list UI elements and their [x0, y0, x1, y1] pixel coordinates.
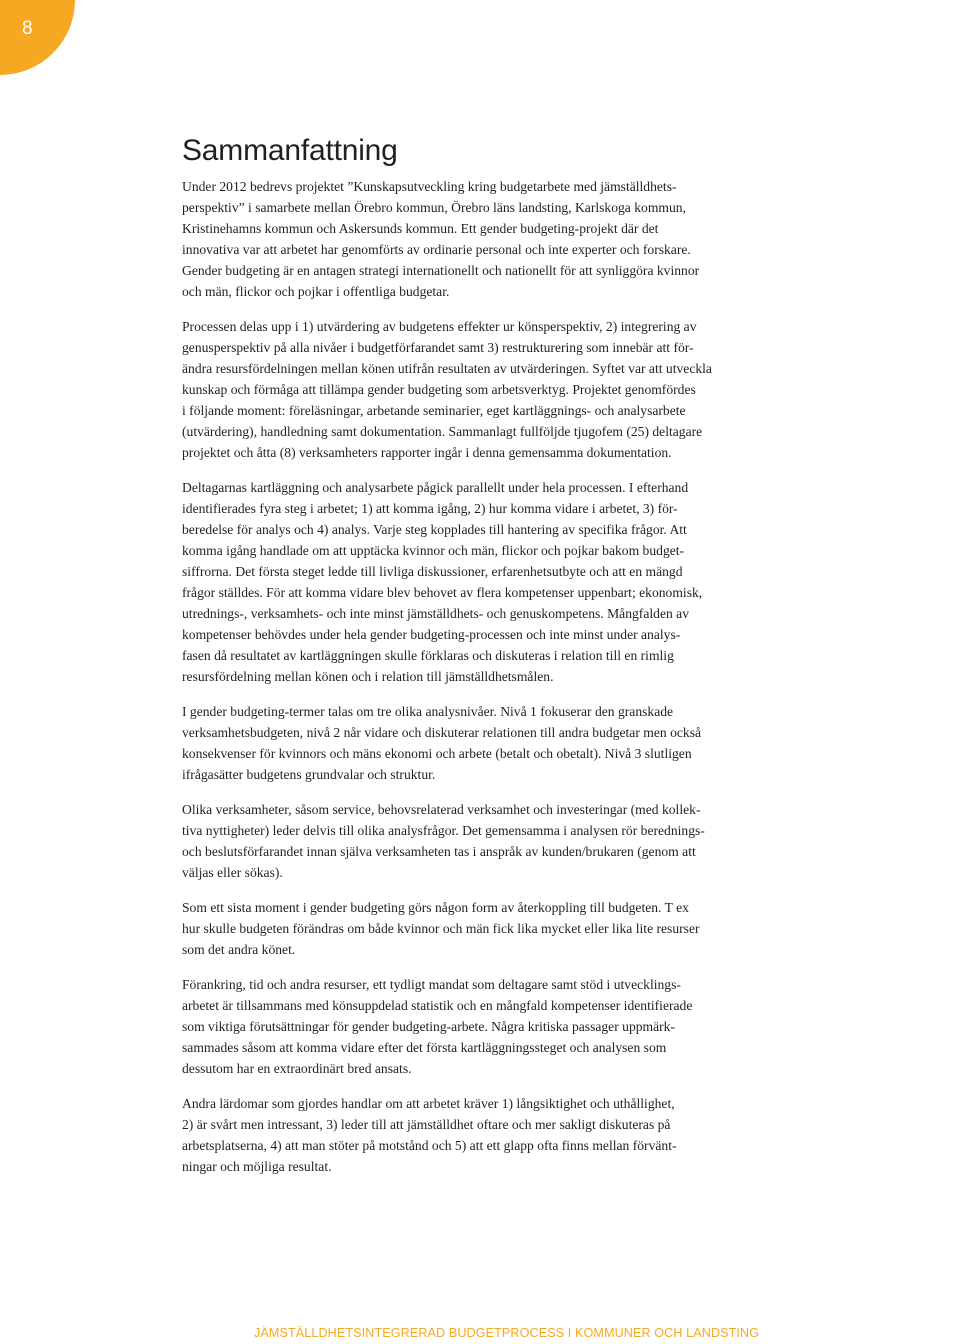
- body-paragraph: [182, 1093, 780, 1177]
- paragraph-line: väljas eller sökas).: [182, 865, 283, 880]
- paragraph-line: sammades såsom att komma vidare efter det första kartläggningssteget och analysen som: [182, 1040, 667, 1055]
- paragraph-line: Olika verksamheter, såsom service, behovsrelaterad verksamhet och investeringar (med kollek-: [182, 802, 701, 817]
- page-corner-tab: [0, 0, 75, 75]
- paragraph-line: innovativa var att arbetet har genomförts av ordinarie personal och inte experter och forskare.: [182, 242, 691, 257]
- body-text: [182, 176, 780, 1191]
- paragraph-line: ningar och möjliga resultat.: [182, 1159, 332, 1174]
- paragraph-line: Processen delas upp i 1) utvärdering av budgetens effekter ur könsperspektiv, 2) integrering av: [182, 319, 697, 334]
- paragraph-line: identifierades fyra steg i arbetet; 1) att komma igång, 2) hur komma vidare i arbetet, 3) för-: [182, 501, 678, 516]
- page-number: 8: [22, 18, 33, 39]
- paragraph-line: perspektiv” i samarbete mellan Örebro kommun, Örebro läns landsting, Karlskoga kommun,: [182, 200, 686, 215]
- paragraph-line: Under 2012 bedrevs projektet ”Kunskapsutveckling kring budgetarbete med jämställdhets-: [182, 179, 677, 194]
- body-paragraph: [182, 799, 780, 883]
- paragraph-line: arbetet är tillsammans med könsuppdelad statistik och en mångfald kompetenser identifierade: [182, 998, 693, 1013]
- paragraph-line: Kristinehamns kommun och Askersunds kommun. Ett gender budgeting-projekt där det: [182, 221, 659, 236]
- paragraph-line: Deltagarnas kartläggning och analysarbete pågick parallellt under hela processen. I efterhand: [182, 480, 689, 495]
- body-paragraph: [182, 477, 780, 687]
- paragraph-line: projektet och åtta (8) verksamheters rapporter ingår i denna gemensamma dokumentation.: [182, 445, 672, 460]
- paragraph-line: resursfördelning mellan könen och i relation till jämställdhetsmålen.: [182, 669, 554, 684]
- paragraph-line: konsekvenser för kvinnors och mäns ekonomi och arbete (betalt och obetalt). Nivå 3 slutligen: [182, 746, 692, 761]
- paragraph-line: Gender budgeting är en antagen strategi internationellt och nationellt för att synliggöra kvinnor: [182, 263, 700, 278]
- paragraph-line: genusperspektiv på alla nivåer i budgetförfarandet samt 3) restrukturering som innebär att för-: [182, 340, 694, 355]
- paragraph-line: komma igång handlade om att upptäcka kvinnor och män, flickor och pojkar bakom budget-: [182, 543, 685, 558]
- paragraph-line: kunskap och förmåga att tillämpa gender budgeting som arbetsverktyg. Projektet genomfördes: [182, 382, 696, 397]
- paragraph-line: och beslutsförfarandet innan själva verksamheten tas i anspråk av kunden/brukaren (genom att: [182, 844, 696, 859]
- paragraph-line: tiva nyttigheter) leder delvis till olika analysfrågor. Det gemensamma i analysen rör berednings-: [182, 823, 705, 838]
- page-title: Sammanfattning: [182, 134, 398, 167]
- paragraph-line: arbetsplatserna, 4) att man stöter på motstånd och 5) att ett glapp ofta finns mellan förvänt-: [182, 1138, 677, 1153]
- paragraph-line: I gender budgeting-termer talas om tre olika analysnivåer. Nivå 1 fokuserar den granskade: [182, 704, 674, 719]
- paragraph-line: (utvärdering), handledning samt dokumentation. Sammanlagt fullföljde tjugofem (25) deltagare: [182, 424, 703, 439]
- paragraph-line: utrednings-, verksamhets- och inte minst jämställdhets- och genuskompetens. Mångfalden av: [182, 606, 690, 621]
- running-footer: JÄMSTÄLLDHETSINTEGRERAD BUDGETPROCESS I KOMMUNER OCH LANDSTING: [254, 1326, 760, 1340]
- paragraph-line: ändra resursfördelningen mellan könen utifrån resultaten av utvärderingen. Syftet var att utveckla: [182, 361, 712, 376]
- paragraph-line: kompetenser behövdes under hela gender budgeting-processen och inte minst under analys-: [182, 627, 681, 642]
- body-paragraph: [182, 897, 780, 960]
- paragraph-line: fasen då resultatet av kartläggningen skulle förklaras och diskuteras i relation till en rimlig: [182, 648, 674, 663]
- body-paragraph: [182, 974, 780, 1079]
- paragraph-line: siffrorna. Det första steget ledde till livliga diskussioner, erfarenhetsutbyte och att en mängd: [182, 564, 683, 579]
- paragraph-line: Som ett sista moment i gender budgeting görs någon form av återkoppling till budgeten. T ex: [182, 900, 689, 915]
- body-paragraph: [182, 701, 780, 785]
- paragraph-line: 2) är svårt men intressant, 3) leder till att jämställdhet oftare och mer sakligt diskuteras på: [182, 1117, 671, 1132]
- paragraph-line: ifrågasätter budgetens grundvalar och struktur.: [182, 767, 436, 782]
- paragraph-line: dessutom har en extraordinärt bred ansats.: [182, 1061, 412, 1076]
- body-paragraph: [182, 316, 780, 463]
- paragraph-line: som viktiga förutsättningar för gender budgeting-arbete. Några kritiska passager uppmärk-: [182, 1019, 675, 1034]
- paragraph-line: beredelse för analys och 4) analys. Varje steg kopplades till hantering av specifika frågor. Att: [182, 522, 687, 537]
- paragraph-line: Andra lärdomar som gjordes handlar om att arbetet kräver 1) långsiktighet och uthållighet,: [182, 1096, 675, 1111]
- paragraph-line: verksamhetsbudgeten, nivå 2 når vidare och diskuterar relationen till andra budgetar men också: [182, 725, 702, 740]
- paragraph-line: som det andra könet.: [182, 942, 296, 957]
- paragraph-line: hur skulle budgeten förändras om både kvinnor och män fick lika mycket eller lika lite resurser: [182, 921, 700, 936]
- paragraph-line: Förankring, tid och andra resurser, ett tydligt mandat som deltagare samt stöd i utvecklings-: [182, 977, 681, 992]
- paragraph-line: och män, flickor och pojkar i offentliga budgetar.: [182, 284, 450, 299]
- paragraph-line: i följande moment: föreläsningar, arbetande seminarier, eget kartläggnings- och analysarbete: [182, 403, 686, 418]
- paragraph-line: frågor ställdes. För att komma vidare blev behovet av flera kompetenser uppenbart; ekonomisk,: [182, 585, 703, 600]
- body-paragraph: [182, 176, 780, 302]
